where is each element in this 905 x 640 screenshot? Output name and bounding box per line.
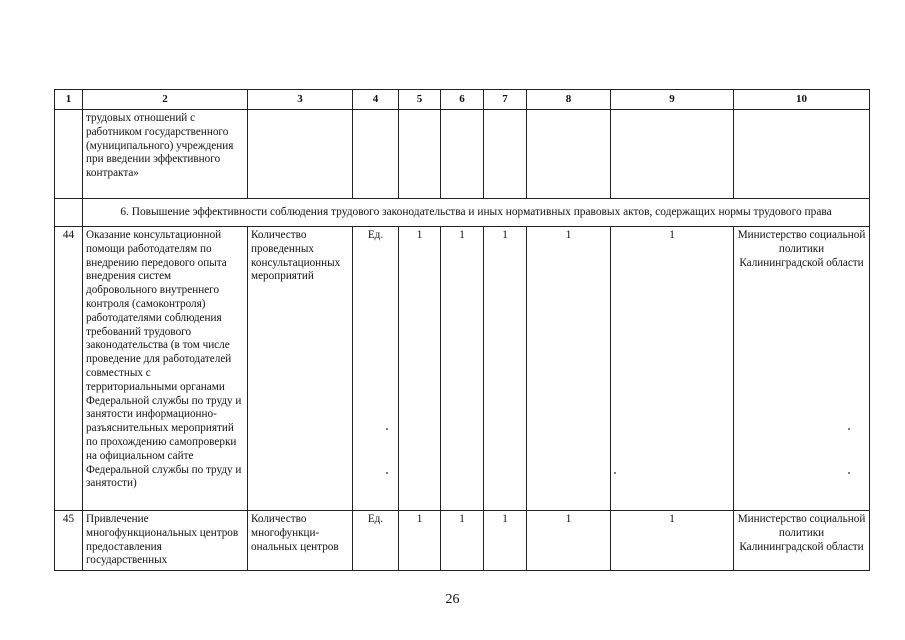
col-header-6: 6 — [441, 90, 484, 110]
scan-speck — [386, 428, 388, 430]
value-cell: 1 — [611, 511, 734, 571]
measure-cell: Оказание консультационной помощи работодателям по внедрению передового опыта внедрения систем добровольного внутреннего контроля (самоконтроля) работодателями соблюдения требований трудового законодательства (в том числе проведение для работодателей совместных с территориальными органами Федеральной службы по труду и занятости информационно-разъяснительных мероприятий по прохождению самопроверки на официальном сайте Федеральной службы по труду и занятости) — [83, 227, 248, 511]
row-number: 44 — [55, 227, 83, 511]
scan-speck — [848, 472, 850, 474]
col-header-10: 10 — [734, 90, 870, 110]
measure-cell: Привлечение многофункциональных центров предоставления государственных — [83, 511, 248, 571]
value-cell: 1 — [441, 511, 484, 571]
indicator-cell: Количество проведенных консультационных мероприятий — [248, 227, 353, 511]
col-header-2: 2 — [83, 90, 248, 110]
col-header-3: 3 — [248, 90, 353, 110]
unit-cell: Ед. — [353, 227, 399, 511]
value-cell: 1 — [527, 227, 611, 511]
page-number: 26 — [445, 592, 460, 607]
scan-speck — [386, 472, 388, 474]
value-cell: 1 — [399, 227, 441, 511]
section-title: 6. Повышение эффективности соблюдения трудового законодательства и иных нормативных правовых актов, содержащих нормы трудового права — [83, 199, 870, 227]
col-header-5: 5 — [399, 90, 441, 110]
scan-speck — [614, 472, 616, 474]
col-header-4: 4 — [353, 90, 399, 110]
indicator-cell: Количество многофункци-ональных центров — [248, 511, 353, 571]
scan-speck — [848, 428, 850, 430]
unit-cell: Ед. — [353, 511, 399, 571]
continuation-row — [55, 110, 870, 199]
measures-table — [54, 89, 870, 571]
value-cell: 1 — [527, 511, 611, 571]
col-header-1: 1 — [55, 90, 83, 110]
value-cell: 1 — [611, 227, 734, 511]
executor-cell: Министерство социальной политики Калининградской области — [734, 227, 870, 511]
col-header-7: 7 — [484, 90, 527, 110]
row-number: 45 — [55, 511, 83, 571]
col-header-8: 8 — [527, 90, 611, 110]
continuation-text: трудовых отношений с работником государственного (муниципального) учреждения при введении эффективного контракта» — [83, 110, 248, 199]
column-number-header-row — [55, 90, 870, 110]
section-heading-row — [55, 199, 870, 227]
value-cell: 1 — [399, 511, 441, 571]
executor-cell: Министерство социальной политики Калининградской области — [734, 511, 870, 571]
table-row — [55, 227, 870, 511]
col-header-9: 9 — [611, 90, 734, 110]
table-row — [55, 511, 870, 571]
value-cell: 1 — [441, 227, 484, 511]
value-cell: 1 — [484, 511, 527, 571]
value-cell: 1 — [484, 227, 527, 511]
